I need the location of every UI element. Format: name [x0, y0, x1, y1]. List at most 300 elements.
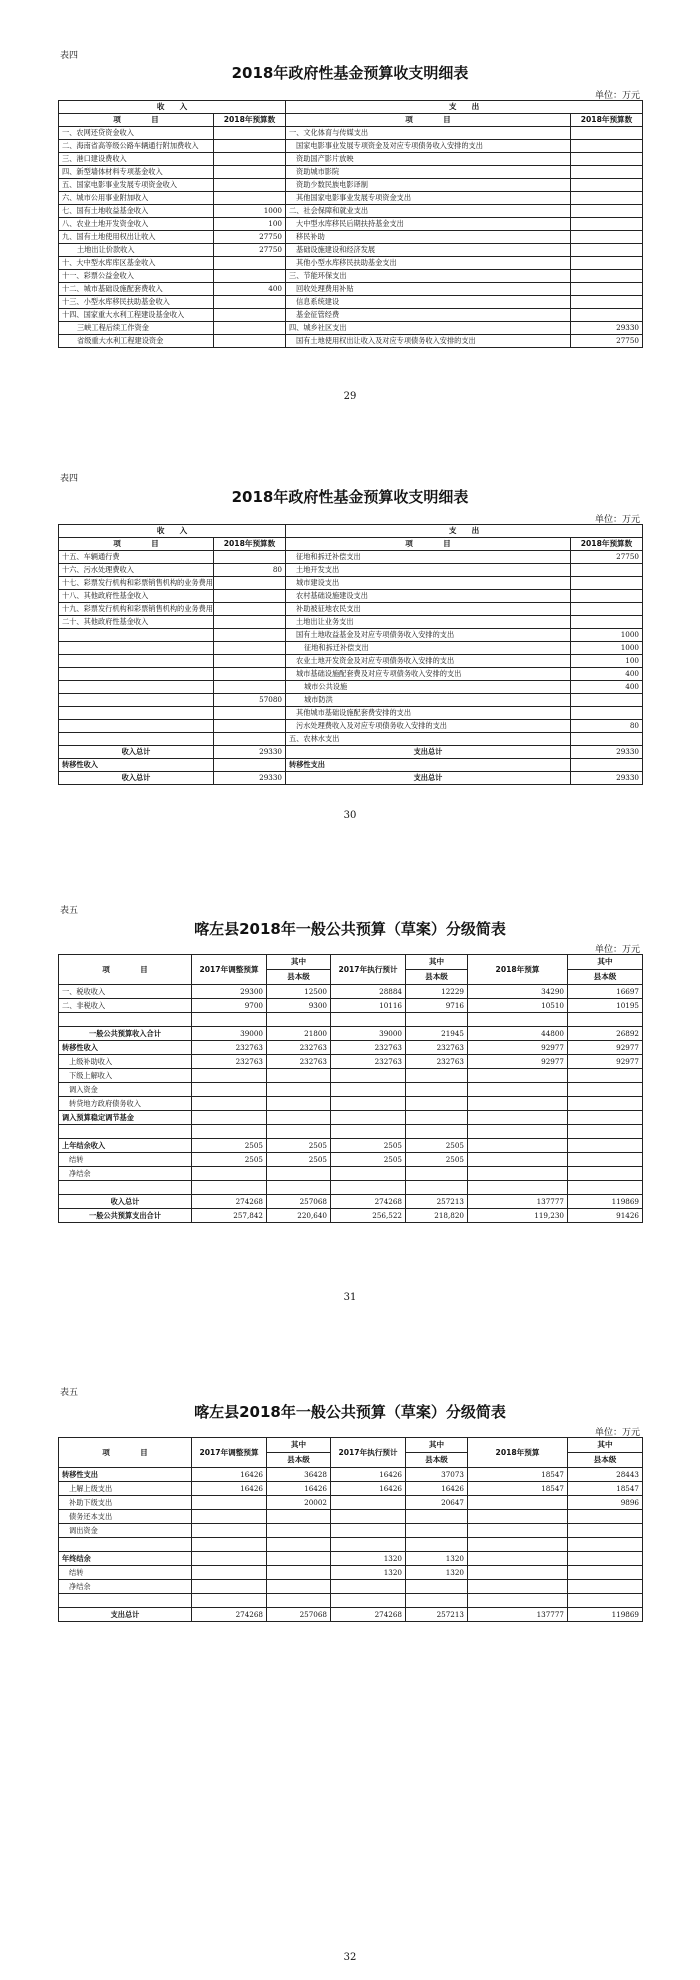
row-value	[267, 1125, 331, 1139]
income-amount: 100	[214, 218, 286, 231]
col-item: 项 目	[59, 955, 192, 985]
col-county-level: 县本级	[568, 1453, 643, 1468]
row-value	[568, 1139, 643, 1153]
row-label: 下级上解收入	[59, 1069, 192, 1083]
table-row	[59, 720, 643, 733]
expense-item: 农业土地开发资金及对应专项债务收入安排的支出	[286, 655, 571, 668]
row-value: 39000	[192, 1027, 267, 1041]
table-row	[59, 257, 643, 270]
row-value	[192, 1566, 267, 1580]
row-value: 232763	[406, 1055, 468, 1069]
row-value	[468, 1496, 568, 1510]
row-value	[192, 1580, 267, 1594]
row-value: 232763	[267, 1041, 331, 1055]
income-amount	[214, 603, 286, 616]
expense-amount	[571, 603, 643, 616]
income-amount	[214, 642, 286, 655]
row-value	[568, 1552, 643, 1566]
row-value: 20002	[267, 1496, 331, 1510]
expense-amount	[571, 127, 643, 140]
table-row	[59, 694, 643, 707]
expense-item: 资助国产影片放映	[286, 153, 571, 166]
expense-amount: 1000	[571, 642, 643, 655]
row-value: 2505	[406, 1139, 468, 1153]
expense-item: 五、农林水支出	[286, 733, 571, 746]
row-value: 274268	[192, 1608, 267, 1622]
row-value: 16697	[568, 985, 643, 999]
col-adjusted-2017: 2017年调整预算	[192, 955, 267, 985]
income-amount: 57080	[214, 694, 286, 707]
row-value: 16426	[406, 1482, 468, 1496]
expense-item: 国有土地收益基金及对应专项债务收入安排的支出	[286, 629, 571, 642]
row-value: 1320	[331, 1566, 406, 1580]
row-label: 结转	[59, 1153, 192, 1167]
income-amount	[214, 720, 286, 733]
row-label: 上解上级支出	[59, 1482, 192, 1496]
table-tag: 表四	[60, 474, 79, 484]
row-value	[331, 1167, 406, 1181]
total-label: 转移性收入	[59, 759, 214, 772]
expense-item: 城市基础设施配套费及对应专项债务收入安排的支出	[286, 668, 571, 681]
row-label: 转贷地方政府债务收入	[59, 1097, 192, 1111]
income-header: 收 入	[59, 101, 286, 114]
row-value	[267, 1538, 331, 1552]
table-row	[59, 668, 643, 681]
row-value: 92977	[568, 1041, 643, 1055]
table-row	[59, 1566, 643, 1580]
row-value: 9716	[406, 999, 468, 1013]
unit-label: 单位：万元	[594, 945, 640, 955]
table-row	[59, 322, 643, 335]
table-row	[59, 1013, 643, 1027]
expense-amount	[571, 205, 643, 218]
col-of-which: 其中	[406, 1438, 468, 1453]
expense-amount	[571, 309, 643, 322]
row-label: 一般公共预算收入合计	[59, 1027, 192, 1041]
expense-item: 城市公共设施	[286, 681, 571, 694]
table-row	[59, 192, 643, 205]
table-row	[59, 1594, 643, 1608]
row-value	[331, 1524, 406, 1538]
row-value: 20647	[406, 1496, 468, 1510]
table-row	[59, 127, 643, 140]
table-row	[59, 1580, 643, 1594]
row-label	[59, 1181, 192, 1195]
income-amount	[214, 551, 286, 564]
row-value	[192, 1538, 267, 1552]
row-value	[331, 1538, 406, 1552]
total-label: 转移性支出	[286, 759, 571, 772]
table-row	[59, 1083, 643, 1097]
income-item	[59, 629, 214, 642]
income-amount	[214, 733, 286, 746]
row-value: 10116	[331, 999, 406, 1013]
row-value	[331, 1097, 406, 1111]
row-value: 274268	[331, 1195, 406, 1209]
col-of-which: 其中	[568, 955, 643, 970]
total-amount: 29330	[214, 772, 286, 785]
row-value	[192, 1594, 267, 1608]
income-item: 三、港口建设费收入	[59, 153, 214, 166]
row-value	[406, 1013, 468, 1027]
page-title: 2018年政府性基金预算收支明细表	[231, 488, 469, 506]
expense-amount	[571, 733, 643, 746]
row-value: 220,640	[267, 1209, 331, 1223]
expense-item: 土地出让业务支出	[286, 616, 571, 629]
row-value: 119869	[568, 1195, 643, 1209]
row-label: 补助下级支出	[59, 1496, 192, 1510]
col-county-level: 县本级	[406, 1453, 468, 1468]
income-item: 十五、车辆通行费	[59, 551, 214, 564]
row-value	[192, 1125, 267, 1139]
expense-amount	[571, 166, 643, 179]
page-number: 30	[343, 810, 357, 821]
row-value	[192, 1510, 267, 1524]
row-value	[568, 1153, 643, 1167]
row-value	[192, 1167, 267, 1181]
unit-label: 单位：万元	[594, 515, 640, 525]
row-value: 119869	[568, 1608, 643, 1622]
row-value	[568, 1510, 643, 1524]
row-value	[192, 1013, 267, 1027]
table-row	[59, 1552, 643, 1566]
unit-label: 单位：万元	[594, 1428, 640, 1438]
col-executed-2017: 2017年执行预计	[331, 1438, 406, 1468]
row-value	[267, 1552, 331, 1566]
col-county-level: 县本级	[406, 970, 468, 985]
row-value	[267, 1181, 331, 1195]
row-value	[468, 1125, 568, 1139]
expense-amount	[571, 192, 643, 205]
row-value	[468, 1153, 568, 1167]
income-amount	[214, 127, 286, 140]
expense-amount	[571, 257, 643, 270]
row-value: 232763	[267, 1055, 331, 1069]
row-label: 一、税收收入	[59, 985, 192, 999]
table-row	[59, 1167, 643, 1181]
income-item: 十二、城市基础设施配套费收入	[59, 283, 214, 296]
page-title: 喀左县2018年一般公共预算（草案）分级简表	[194, 1403, 506, 1421]
table-row	[59, 1125, 643, 1139]
income-amount	[214, 153, 286, 166]
expense-amount	[571, 244, 643, 257]
income-item: 省级重大水利工程建设资金	[59, 335, 214, 348]
total-label: 支出总计	[286, 772, 571, 785]
row-value	[267, 1083, 331, 1097]
table-row	[59, 166, 643, 179]
row-label	[59, 1125, 192, 1139]
row-value: 1320	[406, 1566, 468, 1580]
row-value	[468, 1181, 568, 1195]
row-value	[331, 1013, 406, 1027]
row-value	[192, 1181, 267, 1195]
income-item: 七、国有土地收益基金收入	[59, 205, 214, 218]
row-value	[192, 1069, 267, 1083]
table-tag: 表四	[60, 51, 79, 61]
row-value: 2505	[267, 1139, 331, 1153]
row-label	[59, 1538, 192, 1552]
col-item: 项 目	[59, 1438, 192, 1468]
row-value: 137777	[468, 1195, 568, 1209]
total-row	[59, 746, 643, 759]
table-row	[59, 1055, 643, 1069]
table-row	[59, 1538, 643, 1552]
row-value: 18547	[568, 1482, 643, 1496]
row-value: 119,230	[468, 1209, 568, 1223]
row-value: 34290	[468, 985, 568, 999]
total-row	[59, 759, 643, 772]
row-value: 39000	[331, 1027, 406, 1041]
table-row	[59, 642, 643, 655]
expense-item: 城市防洪	[286, 694, 571, 707]
table-row	[59, 985, 643, 999]
row-value	[192, 1083, 267, 1097]
general-budget-table	[58, 954, 643, 1223]
table-row	[59, 244, 643, 257]
expense-item: 四、城乡社区支出	[286, 322, 571, 335]
total-amount: 29330	[571, 772, 643, 785]
row-value: 232763	[192, 1041, 267, 1055]
row-value	[267, 1097, 331, 1111]
income-amount: 27750	[214, 231, 286, 244]
row-label: 调入资金	[59, 1083, 192, 1097]
income-item	[59, 681, 214, 694]
table-row	[59, 1027, 643, 1041]
table-row	[59, 681, 643, 694]
row-value: 37073	[406, 1468, 468, 1482]
table-row	[59, 999, 643, 1013]
expense-amount	[571, 616, 643, 629]
table-row	[59, 655, 643, 668]
income-amount	[214, 681, 286, 694]
row-value	[568, 1083, 643, 1097]
row-value	[568, 1538, 643, 1552]
row-value	[468, 1167, 568, 1181]
income-item	[59, 668, 214, 681]
row-value	[406, 1510, 468, 1524]
row-value	[468, 1538, 568, 1552]
row-label: 净结余	[59, 1167, 192, 1181]
row-value	[331, 1594, 406, 1608]
income-item: 九、国有土地使用权出让收入	[59, 231, 214, 244]
row-value	[267, 1594, 331, 1608]
row-value: 1320	[406, 1552, 468, 1566]
table-row	[59, 153, 643, 166]
row-value	[331, 1111, 406, 1125]
expense-item: 信息系统建设	[286, 296, 571, 309]
table-row	[59, 270, 643, 283]
total-row	[59, 772, 643, 785]
expense-item: 三、节能环保支出	[286, 270, 571, 283]
total-amount	[571, 759, 643, 772]
expense-amount	[571, 218, 643, 231]
row-value: 44800	[468, 1027, 568, 1041]
income-item	[59, 694, 214, 707]
row-value	[568, 1069, 643, 1083]
col-item: 项 目	[59, 114, 214, 127]
table-tag: 表五	[60, 1388, 79, 1398]
col-budget: 2018年预算数	[571, 114, 643, 127]
income-amount	[214, 616, 286, 629]
total-label: 收入总计	[59, 746, 214, 759]
col-budget-2018: 2018年预算	[468, 955, 568, 985]
income-item: 十四、国家重大水利工程建设基金收入	[59, 309, 214, 322]
row-value	[568, 1013, 643, 1027]
table-row	[59, 1041, 643, 1055]
row-value	[468, 1510, 568, 1524]
row-value: 10195	[568, 999, 643, 1013]
row-value: 21945	[406, 1027, 468, 1041]
expense-item: 回收处理费用补贴	[286, 283, 571, 296]
table-row	[59, 1468, 643, 1482]
row-value	[331, 1083, 406, 1097]
row-value	[267, 1167, 331, 1181]
table-row	[59, 218, 643, 231]
income-item: 三峡工程后续工作资金	[59, 322, 214, 335]
row-value: 9300	[267, 999, 331, 1013]
col-of-which: 其中	[568, 1438, 643, 1453]
expense-item: 其他城市基础设施配套费安排的支出	[286, 707, 571, 720]
row-value	[406, 1083, 468, 1097]
row-value: 257068	[267, 1608, 331, 1622]
col-county-level: 县本级	[267, 970, 331, 985]
row-value	[331, 1580, 406, 1594]
income-amount	[214, 179, 286, 192]
col-adjusted-2017: 2017年调整预算	[192, 1438, 267, 1468]
expense-item: 征地和拆迁补偿支出	[286, 642, 571, 655]
row-value	[468, 1552, 568, 1566]
row-value	[468, 1594, 568, 1608]
expense-item: 资助城市影院	[286, 166, 571, 179]
income-amount: 80	[214, 564, 286, 577]
row-value	[192, 1524, 267, 1538]
row-label: 净结余	[59, 1580, 192, 1594]
row-label: 收入总计	[59, 1195, 192, 1209]
col-budget: 2018年预算数	[571, 538, 643, 551]
income-item: 二十、其他政府性基金收入	[59, 616, 214, 629]
row-value: 2505	[267, 1153, 331, 1167]
income-amount	[214, 166, 286, 179]
row-value	[468, 1069, 568, 1083]
unit-label: 单位：万元	[594, 91, 640, 101]
income-item: 十六、污水处理费收入	[59, 564, 214, 577]
row-value	[331, 1125, 406, 1139]
row-label: 调入预算稳定调节基金	[59, 1111, 192, 1125]
row-value: 257,842	[192, 1209, 267, 1223]
row-value: 12500	[267, 985, 331, 999]
col-county-level: 县本级	[568, 970, 643, 985]
income-item	[59, 655, 214, 668]
expense-item: 其他国家电影事业发展专项资金支出	[286, 192, 571, 205]
row-value: 92977	[468, 1041, 568, 1055]
row-value: 2505	[331, 1153, 406, 1167]
income-amount	[214, 629, 286, 642]
table-row	[59, 707, 643, 720]
table-row	[59, 629, 643, 642]
income-item: 十、大中型水库库区基金收入	[59, 257, 214, 270]
row-value: 1320	[331, 1552, 406, 1566]
expense-header: 支 出	[286, 525, 643, 538]
table-row	[59, 1139, 643, 1153]
fund-budget-table	[58, 524, 643, 785]
total-amount	[214, 759, 286, 772]
row-value	[267, 1580, 331, 1594]
col-of-which: 其中	[267, 955, 331, 970]
row-value: 2505	[192, 1153, 267, 1167]
income-item: 十八、其他政府性基金收入	[59, 590, 214, 603]
row-value: 9896	[568, 1496, 643, 1510]
row-value	[568, 1580, 643, 1594]
expense-header: 支 出	[286, 101, 643, 114]
row-value: 232763	[331, 1055, 406, 1069]
row-label: 二、非税收入	[59, 999, 192, 1013]
income-item	[59, 707, 214, 720]
row-value	[267, 1510, 331, 1524]
row-label: 年终结余	[59, 1552, 192, 1566]
income-item: 五、国家电影事业发展专项资金收入	[59, 179, 214, 192]
row-value: 26892	[568, 1027, 643, 1041]
income-amount	[214, 655, 286, 668]
row-value	[468, 1013, 568, 1027]
income-item: 十九、彩票发行机构和彩票销售机构的业务费用	[59, 603, 214, 616]
row-label: 债务还本支出	[59, 1510, 192, 1524]
row-value	[331, 1069, 406, 1083]
expense-amount: 80	[571, 720, 643, 733]
row-value: 137777	[468, 1608, 568, 1622]
table-row	[59, 616, 643, 629]
row-value	[406, 1181, 468, 1195]
income-amount	[214, 309, 286, 322]
row-value: 10510	[468, 999, 568, 1013]
row-value	[468, 1111, 568, 1125]
row-value	[331, 1510, 406, 1524]
income-item	[59, 720, 214, 733]
row-value	[192, 1097, 267, 1111]
table-row	[59, 564, 643, 577]
row-value	[468, 1097, 568, 1111]
row-value: 29300	[192, 985, 267, 999]
row-value	[267, 1566, 331, 1580]
col-item: 项 目	[286, 114, 571, 127]
table-row	[59, 179, 643, 192]
income-amount	[214, 322, 286, 335]
row-value: 2505	[192, 1139, 267, 1153]
row-value	[568, 1524, 643, 1538]
expense-item: 资助少数民族电影译制	[286, 179, 571, 192]
income-amount	[214, 707, 286, 720]
row-label: 结转	[59, 1566, 192, 1580]
row-value	[406, 1524, 468, 1538]
row-value	[406, 1069, 468, 1083]
row-value	[192, 1552, 267, 1566]
row-value: 36428	[267, 1468, 331, 1482]
row-value	[267, 1069, 331, 1083]
expense-amount	[571, 694, 643, 707]
table-row	[59, 551, 643, 564]
row-value: 274268	[192, 1195, 267, 1209]
row-value	[406, 1594, 468, 1608]
total-amount: 29330	[571, 746, 643, 759]
income-amount	[214, 668, 286, 681]
income-item: 六、城市公用事业附加收入	[59, 192, 214, 205]
expense-item: 一、文化体育与传媒支出	[286, 127, 571, 140]
income-item	[59, 642, 214, 655]
row-value	[406, 1580, 468, 1594]
row-value	[468, 1566, 568, 1580]
row-value	[468, 1083, 568, 1097]
expense-item: 国有土地使用权出让收入及对应专项债务收入安排的支出	[286, 335, 571, 348]
row-value: 92977	[468, 1055, 568, 1069]
